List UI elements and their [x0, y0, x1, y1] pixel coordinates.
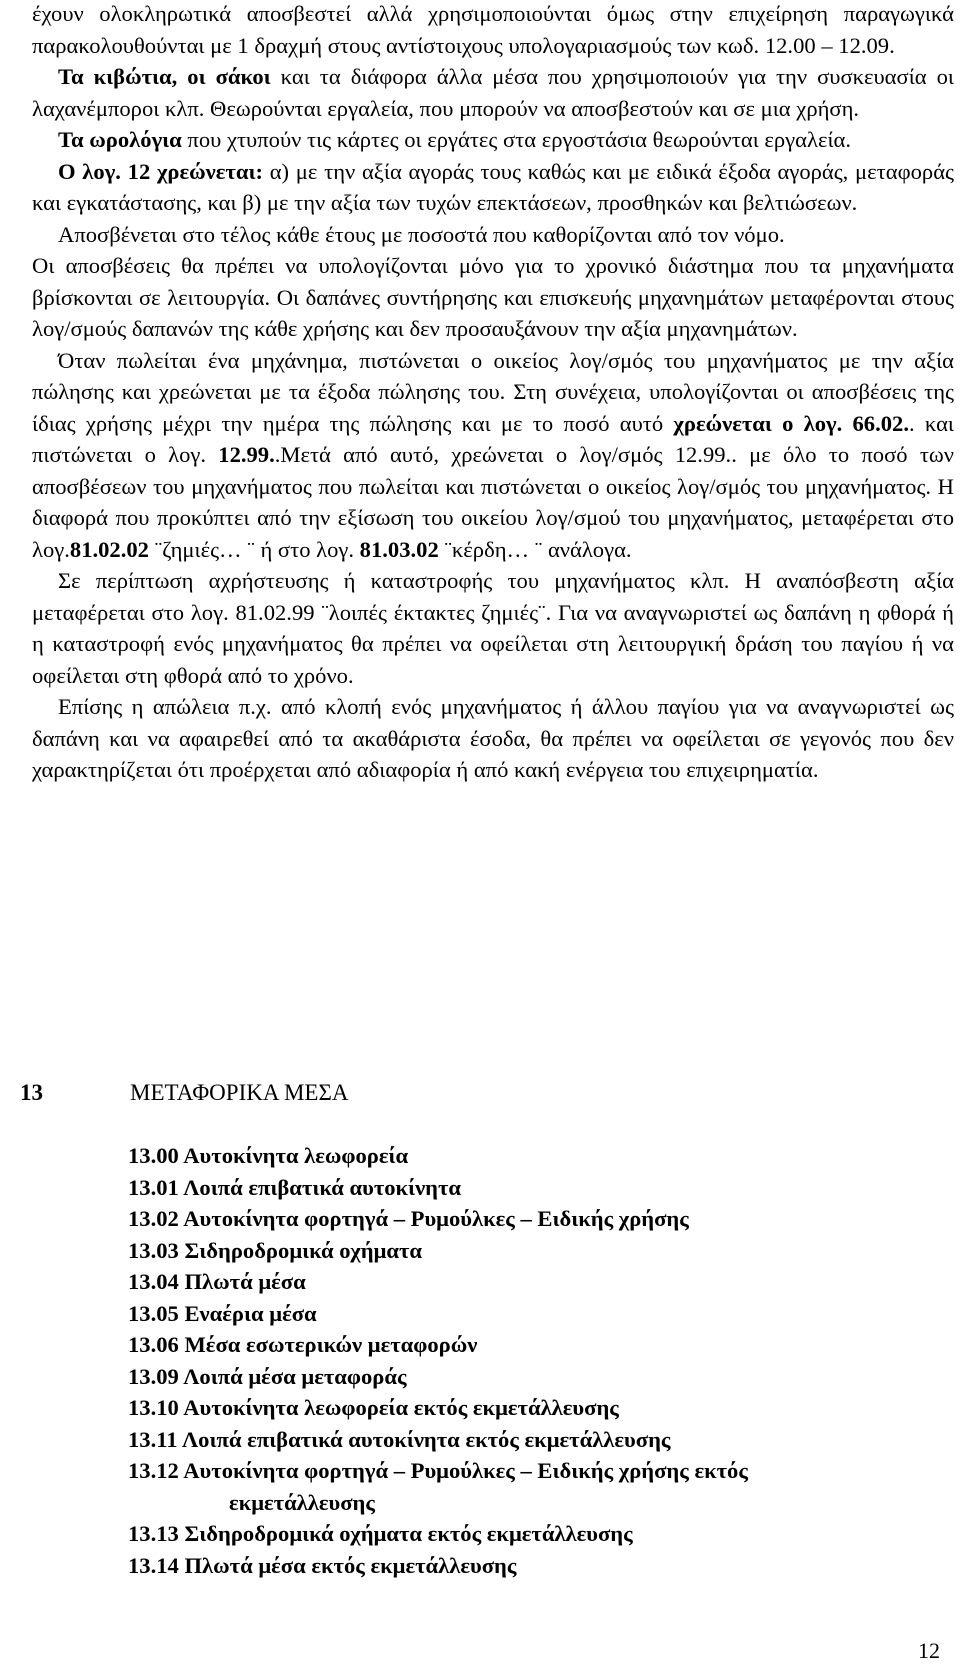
- account-code-item-continuation: [128, 1487, 918, 1519]
- account-code-item: 13.12 Αυτοκίνητα φορτηγά – Ρυμούλκες – Ειδικής χρήσης εκτός: [128, 1458, 748, 1483]
- account-code-item: 13.02 Αυτοκίνητα φορτηγά – Ρυμούλκες – Ειδικής χρήσης: [128, 1206, 689, 1231]
- paragraph-clocks: [32, 124, 954, 156]
- paragraph-machine-destruction: [32, 565, 954, 691]
- paragraph-lead: Ο λογ. 12 χρεώνεται:: [58, 158, 263, 184]
- paragraph-machine-sale: [32, 345, 954, 566]
- paragraph-text: α) με την αξία αγοράς τους καθώς και με ειδικά έξοδα αγοράς, μεταφοράς και εγκατάστασης, και β) με την αξία των τυχών επεκτάσεων, προσθηκών και βελτιώσεων.: [32, 158, 954, 215]
- paragraph-account-12-debit: [32, 156, 954, 219]
- page-number: 12: [918, 1638, 940, 1663]
- account-code-item: 13.11 Λοιπά επιβατικά αυτοκίνητα εκτός εκμετάλλευσης: [128, 1426, 671, 1452]
- paragraph-text: Σε περίπτωση αχρήστευσης ή καταστροφής του μηχανήματος κλπ. Η αναπόσβεστη αξία μεταφέρεται στο λογ. 81.02.99 ¨λοιπές έκτακτες ζημιές¨. Για να αναγνωριστεί ως δαπάνη η φθορά ή η καταστροφή ενός μηχανήματος θα πρέπει να οφείλεται στη λειτουργική δράση του παγίου ή να οφείλεται στη φθορά από το χρόνο.: [32, 568, 954, 688]
- account-code-item: 13.04 Πλωτά μέσα: [128, 1269, 306, 1294]
- bold-account-ref: 81.03.02: [359, 536, 439, 562]
- paragraph-text: έχουν ολοκληρωτικά αποσβεστεί αλλά χρησιμοποιούνται όμως στην επιχείρηση παραγωγικά παρακολουθούνται με 1 δραχμή στους αντίστοιχους υπολογαριασμούς των κωδ. 12.00 – 12.09.: [32, 1, 954, 58]
- paragraph-text: και τα διάφορα άλλα μέσα που χρησιμοποιούν για την συσκευασία οι λαχανέμποροι κλπ. Θεωρούνται εργαλεία, που μπορούν να αποσβεστούν και σε μια χρήση.: [32, 64, 954, 121]
- paragraph-lead: Τα κιβώτια, οι σάκοι: [58, 64, 271, 89]
- bold-account-ref: χρεώνεται ο λογ. 66.02.: [673, 410, 909, 436]
- paragraph-text: που χτυπούν τις κάρτες οι εργάτες στα εργοστάσια θεωρούνται εργαλεία.: [181, 127, 852, 152]
- section-title: ΜΕΤΑΦΟΡΙΚΑ ΜΕΣΑ: [130, 1080, 349, 1105]
- paragraph-text: . και πιστώνεται ο λογ.: [32, 410, 954, 467]
- bold-account-ref: 81.02.02: [69, 536, 149, 562]
- account-code-wrap-text: εκμετάλλευσης: [229, 1489, 375, 1515]
- account-code-item: 13.05 Εναέρια μέσα: [128, 1300, 317, 1326]
- paragraph-boxes-sacks: [32, 61, 954, 124]
- paragraph-text: ¨ζημιές… ¨ ή στο λογ.: [148, 536, 360, 562]
- paragraph-depreciation-year-end: [32, 219, 954, 251]
- paragraph-lead: Τα ωρολόγια: [58, 127, 182, 152]
- section-heading: [20, 1078, 348, 1108]
- paragraph-text: Όταν πωλείται ένα μηχάνημα, πιστώνεται ο οικείος λογ/σμός του μηχανήματος με την αξία πώλησης και χρεώνεται με τα έξοδα πώλησης του. Στη συνέχεια, υπολογίζονται οι αποσβέσεις της ίδιας χρήσης μέχρι την ημέρα της πώλησης και με το ποσό αυτό: [32, 347, 954, 436]
- account-code-item: 13.10 Αυτοκίνητα λεωφορεία εκτός εκμετάλλευσης: [128, 1395, 619, 1420]
- paragraph-depreciation-operation: [32, 250, 954, 345]
- account-code-item: 13.09 Λοιπά μέσα μεταφοράς: [128, 1363, 407, 1389]
- paragraph-text: .Μετά από αυτό, χρεώνεται ο λογ/σμός 12.99.. με όλο το ποσό των αποσβέσεων του μηχανήματος που πωλείται και πιστώνεται ο οικείος λογ/σμός του μηχανήματος. Η διαφορά που προκύπτει από την εξίσωση του οικείου λογ/σμού του μηχανήματος, μεταφέρεται στο λογ.: [32, 442, 954, 562]
- account-code-item: 13.01 Λοιπά επιβατικά αυτοκίνητα: [128, 1174, 462, 1200]
- paragraph-text: ¨κέρδη… ¨ ανάλογα.: [438, 536, 632, 562]
- paragraph-text: Οι αποσβέσεις θα πρέπει να υπολογίζονται μόνο για το χρονικό διάστημα που τα μηχανήματα βρίσκονται σε λειτουργία. Οι δαπάνες συντήρησης και επισκευής μηχανημάτων μεταφέρονται στους λογ/σμούς δαπανών της κάθε χρήσης και δεν προσαυξάνουν την αξία μηχανημάτων.: [32, 253, 954, 341]
- paragraph-continuation: [32, 0, 954, 61]
- bold-account-ref: 12.99.: [218, 442, 275, 467]
- section-number: 13: [20, 1080, 43, 1105]
- paragraph-text: Αποσβένεται στο τέλος κάθε έτους με ποσοστά που καθορίζονται από τον νόμο.: [58, 221, 785, 247]
- account-code-item: 13.03 Σιδηροδρομικά οχήματα: [128, 1237, 423, 1263]
- account-code-item: 13.13 Σιδηροδρομικά οχήματα εκτός εκμετάλλευσης: [128, 1521, 633, 1546]
- account-code-item: 13.06 Μέσα εσωτερικών μεταφορών: [128, 1332, 478, 1357]
- document-body: [32, 0, 954, 786]
- account-code-list: [128, 1140, 918, 1581]
- account-code-item: 13.00 Αυτοκίνητα λεωφορεία: [128, 1143, 409, 1168]
- account-code-item: 13.14 Πλωτά μέσα εκτός εκμετάλλευσης: [128, 1552, 517, 1578]
- paragraph-text: Επίσης η απώλεια π.χ. από κλοπή ενός μηχανήματος ή άλλου παγίου για να αναγνωριστεί ως δαπάνη και να αφαιρεθεί από τα ακαθάριστα έσοδα, θα πρέπει να οφείλεται σε γεγονός που δεν χαρακτηρίζεται ότι προέρχεται από αδιαφορία ή από κακή ενέργεια του επιχειρηματία.: [32, 694, 954, 782]
- paragraph-theft-loss: [32, 691, 954, 786]
